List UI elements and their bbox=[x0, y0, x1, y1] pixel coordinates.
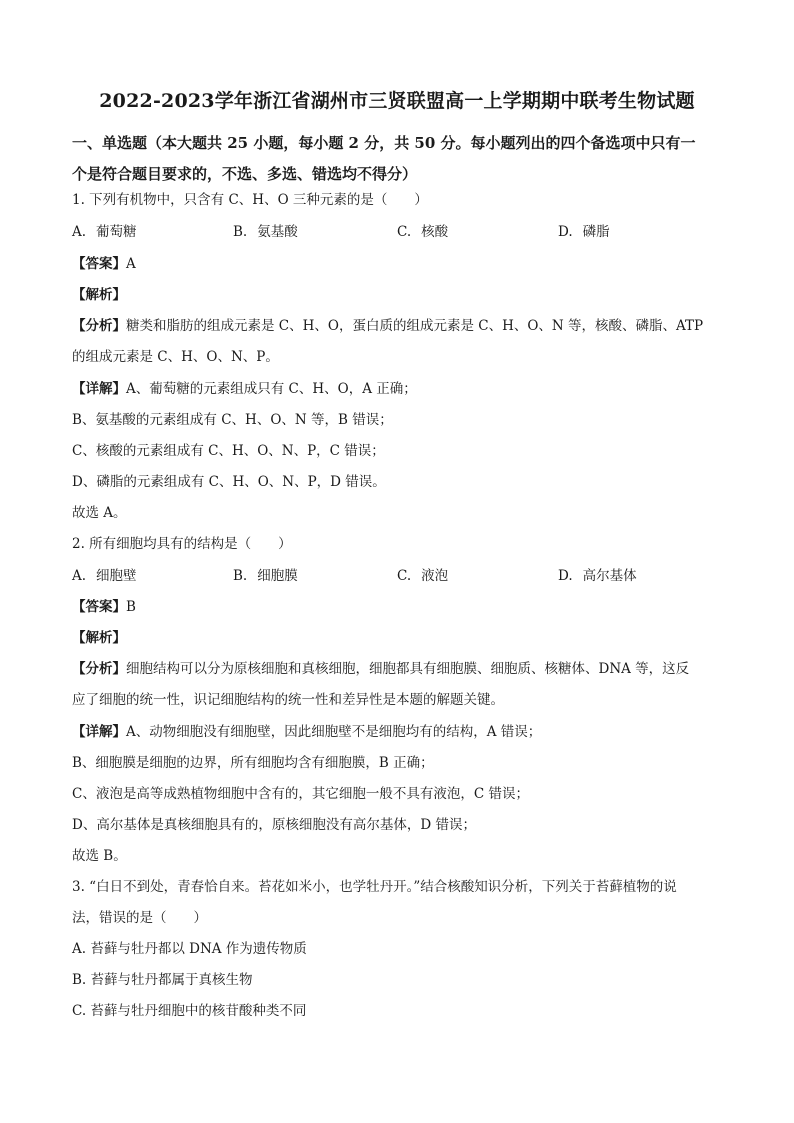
q2-jiexi-label: 【解析】 bbox=[72, 630, 126, 646]
q2-detail-c: C、液泡是高等成熟植物细胞中含有的，其它细胞一般不具有液泡，C 错误； bbox=[72, 786, 529, 802]
q1-options bbox=[72, 222, 732, 242]
q2-option-b: B. 细胞膜 bbox=[233, 568, 298, 584]
q2-option-a: A. 细胞壁 bbox=[72, 568, 137, 584]
q2-detail-d: D、高尔基体是真核细胞具有的，原核细胞没有高尔基体，D 错误； bbox=[72, 817, 476, 833]
q1-option-b: B. 氨基酸 bbox=[233, 224, 298, 240]
q2-stem: 2. 所有细胞均具有的结构是（ ） bbox=[72, 536, 292, 552]
document-title: 2022-2023学年浙江省湖州市三贤联盟高一上学期期中联考生物试题 bbox=[99, 90, 695, 112]
section-heading bbox=[72, 128, 732, 190]
q1-option-a: A. 葡萄糖 bbox=[72, 224, 137, 240]
q1-stem: 1. 下列有机物中，只含有 C、H、O 三种元素的是（ ） bbox=[72, 192, 428, 208]
section-heading-line-1: 一、单选题（本大题共 25 小题，每小题 2 分，共 50 分。每小题列出的四个备选项中只有一 bbox=[72, 134, 696, 152]
q2-conclusion: 故选 B。 bbox=[72, 848, 127, 864]
q2-answer: 【答案】B bbox=[72, 599, 136, 615]
q3-option-c: C. 苔藓与牡丹细胞中的核苷酸种类不同 bbox=[72, 1003, 307, 1019]
q2-options bbox=[72, 566, 732, 586]
section-heading-line-2: 个是符合题目要求的，不选、多选、错选均不得分） bbox=[72, 165, 418, 183]
q1-jiexi-label: 【解析】 bbox=[72, 287, 126, 303]
q2-analysis-cont: 应了细胞的统一性，识记细胞结构的统一性和差异性是本题的解题关键。 bbox=[72, 692, 504, 708]
q1-detail-c: C、核酸的元素组成有 C、H、O、N、P，C 错误； bbox=[72, 443, 385, 459]
q1-option-c: C. 核酸 bbox=[397, 224, 449, 240]
q3-option-a: A. 苔藓与牡丹都以 DNA 作为遗传物质 bbox=[72, 941, 307, 957]
q1-conclusion: 故选 A。 bbox=[72, 505, 127, 521]
q1-analysis: 【分析】糖类和脂肪的组成元素是 C、H、O，蛋白质的组成元素是 C、H、O、N 等，核酸、磷脂、ATP bbox=[72, 318, 704, 334]
q3-option-b: B. 苔藓与牡丹都属于真核生物 bbox=[72, 972, 253, 988]
q1-answer: 【答案】A bbox=[72, 256, 136, 272]
q3-stem-cont: 法，错误的是（ ） bbox=[72, 910, 207, 926]
q2-option-c: C. 液泡 bbox=[397, 568, 449, 584]
q1-detail-d: D、磷脂的元素组成有 C、H、O、N、P，D 错误。 bbox=[72, 474, 386, 490]
q1-detail-a: 【详解】A、葡萄糖的元素组成只有 C、H、O，A 正确； bbox=[72, 381, 417, 397]
q2-detail-b: B、细胞膜是细胞的边界，所有细胞均含有细胞膜，B 正确； bbox=[72, 755, 434, 771]
q1-option-d: D. 磷脂 bbox=[558, 224, 610, 240]
q2-analysis: 【分析】细胞结构可以分为原核细胞和真核细胞，细胞都具有细胞膜、细胞质、核糖体、DNA 等，这反 bbox=[72, 661, 690, 677]
q1-analysis-cont: 的组成元素是 C、H、O、N、P。 bbox=[72, 349, 279, 365]
q1-detail-b: B、氨基酸的元素组成有 C、H、O、N 等，B 错误； bbox=[72, 412, 393, 428]
q2-detail-a: 【详解】A、动物细胞没有细胞壁，因此细胞壁不是细胞均有的结构，A 错误； bbox=[72, 724, 542, 740]
q2-option-d: D. 高尔基体 bbox=[558, 568, 637, 584]
q3-stem: 3. “白日不到处，青春恰自来。苔花如米小，也学牡丹开。”结合核酸知识分析，下列关于苔藓植物的说 bbox=[72, 879, 677, 895]
